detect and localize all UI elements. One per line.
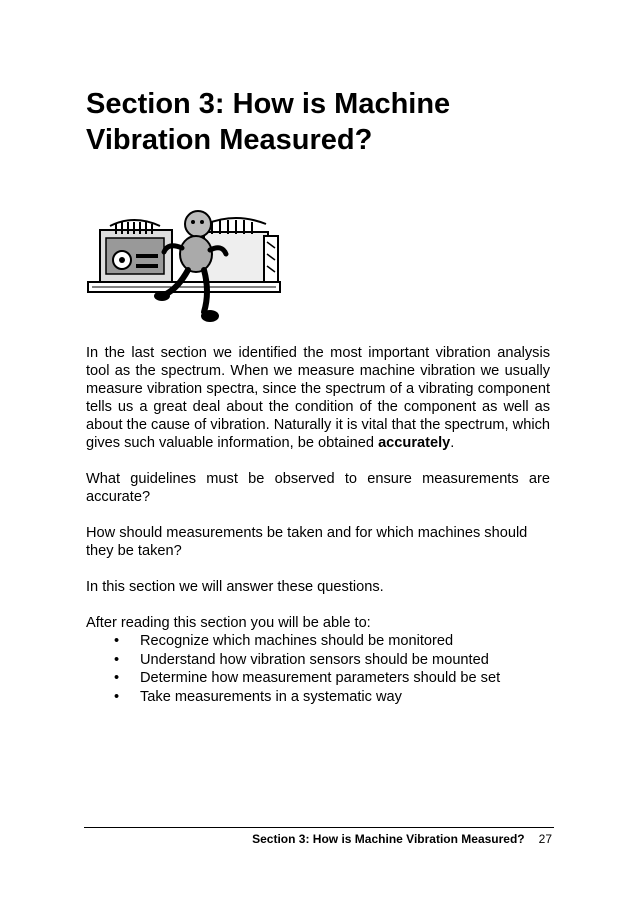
intro-text: In the last section we identified the most important vibration analysis tool as the spectrum. When we measure machine vibration we usually measure vibration spectra, since the spectrum of a vibrating component tells us a great deal about the condition of the component as well as about the cause of vibration. Naturally it is vital that the spectrum, which gives such valuable information, be obtained (86, 345, 550, 451)
objectives-list (86, 632, 550, 706)
footer (252, 832, 552, 846)
list-item: • Take measurements in a systematic way (114, 688, 550, 707)
answer-line: In this section we will answer these questions. (86, 579, 384, 595)
page-title: Section 3: How is Machine Vibration Measured? (86, 88, 451, 156)
body-text (86, 344, 550, 706)
intro-bold-word: accurately (378, 435, 451, 451)
page-number: 27 (538, 832, 552, 846)
intro-paragraph (86, 344, 550, 452)
footer-rule (84, 827, 554, 828)
list-item: • Recognize which machines should be monitored (114, 632, 550, 651)
list-item: • Understand how vibration sensors should be mounted (114, 651, 550, 670)
footer-section-title: Section 3: How is Machine Vibration Measured? (252, 832, 525, 846)
intro-end: . (450, 435, 455, 451)
list-item: • Determine how measurement parameters should be set (114, 669, 550, 688)
objectives-intro: After reading this section you will be able to: (86, 615, 371, 631)
question-2: How should measurements be taken and for which machines should they be taken? (86, 525, 528, 559)
machine-with-cartoon-figure-icon (86, 208, 286, 326)
question-1: What guidelines must be observed to ensure measurements are accurate? (86, 471, 550, 505)
